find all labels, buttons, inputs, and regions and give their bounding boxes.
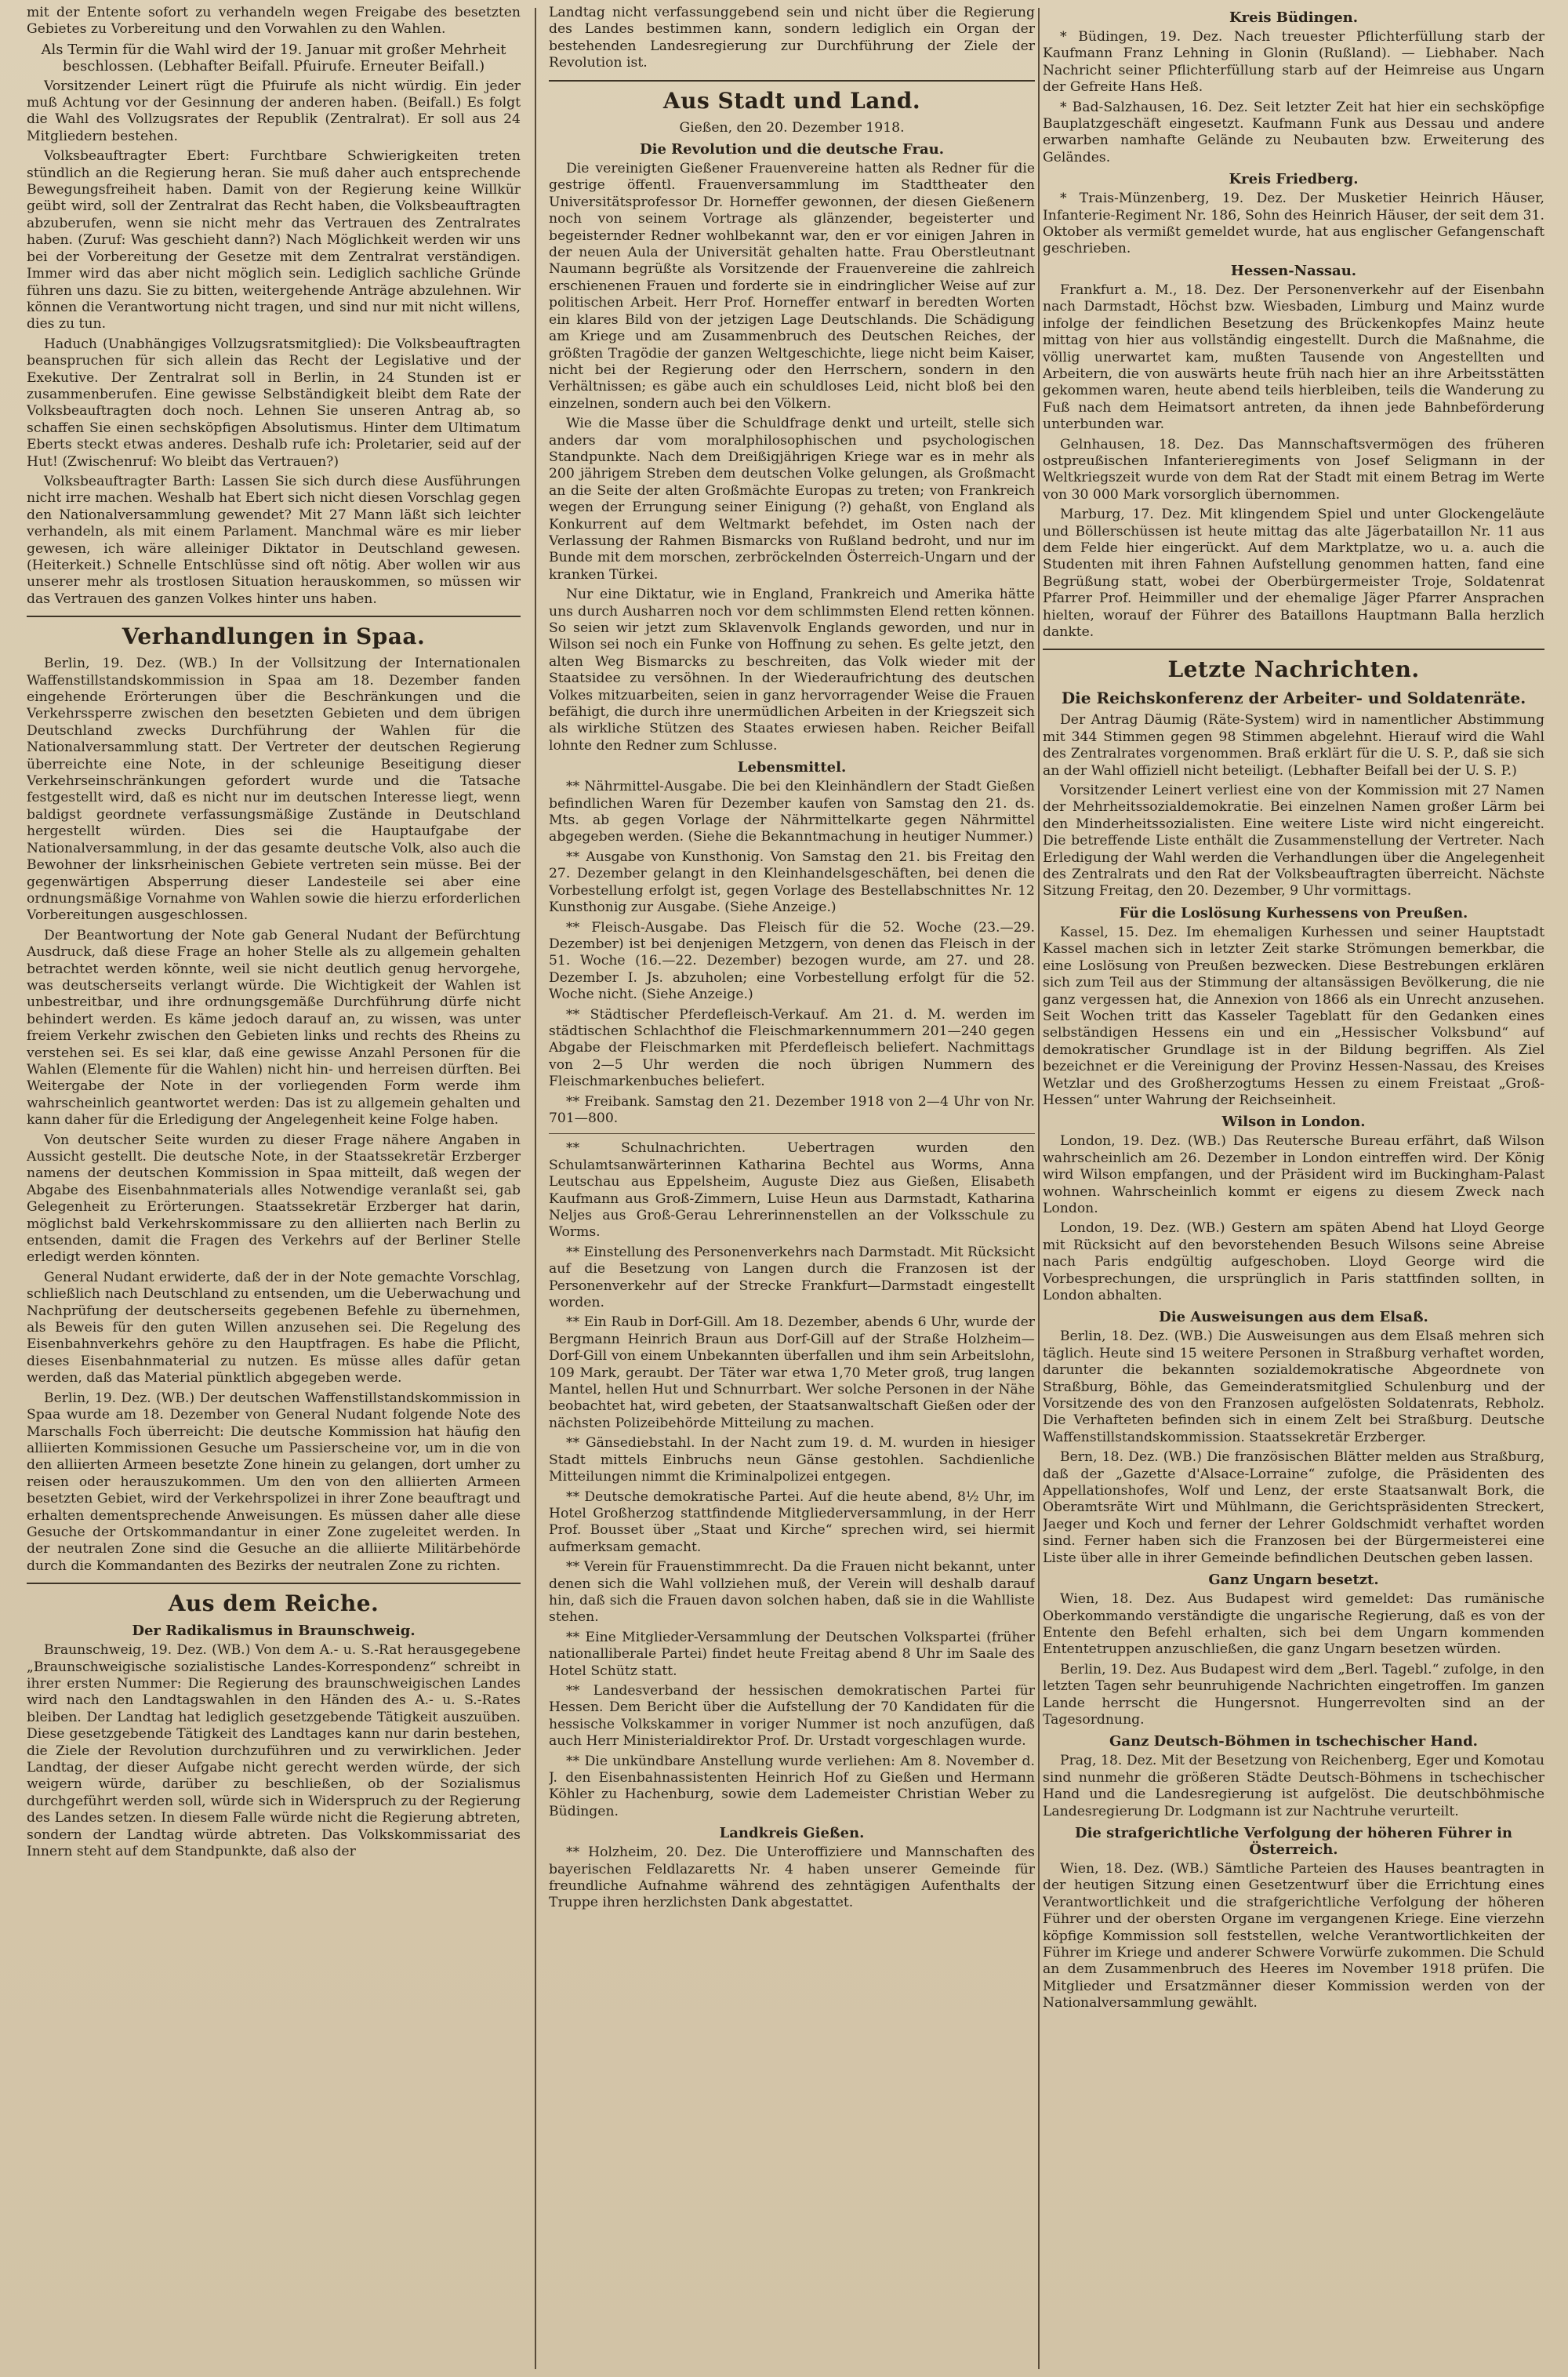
local-paragraph: * Trais-Münzenberg, 19. Dez. Der Musketier Heinrich Häuser, Infanterie-Regiment Nr. 186, Sohn des Heinrich Häuser, der seit dem 31. Oktober als vermißt gemeldet wurde, hat aus englischer Gefangenschaft geschrieben. bbox=[1043, 191, 1544, 257]
section-heading-reiche: Aus dem Reiche. bbox=[168, 1590, 379, 1617]
section-heading-letzte: Letzte Nachrichten. bbox=[1167, 656, 1420, 683]
article-paragraph: General Nudant erwiderte, daß der in der Note gemachte Vorschlag, schließlich nach Deutschland zu entsenden, um die Ueberwachung und Nachprüfung der deutscherseits gegebenen Befehle zu übernehmen, als Beweis für den guten Willen anzusehen sei. Die Regelung des Eisenbahnverkehrs gehöre zu den Hauptfragen. Es habe die Pflicht, dieses Eisenbahnmaterial zu nutzen. Es müsse alles dafür getan werden, daß das Material pünktlich abgegeben werde. bbox=[27, 1269, 521, 1387]
section-divider bbox=[27, 1583, 521, 1584]
intro-paragraph: Vorsitzender Leinert rügt die Pfuirufe als nicht würdig. Ein jeder muß Achtung vor der Gesinnung der anderen haben. (Beifall.) Es folgt die Wahl des Vollzugsrates der Republik (Zentralrat). Er soll aus 24 Mitgliedern bestehen. bbox=[27, 78, 521, 144]
local-paragraph: ** Ein Raub in Dorf-Gill. Am 18. Dezember, abends 6 Uhr, wurde der Bergmann Heinrich Braun aus Dorf-Gill auf der Straße Holzheim—Dorf-Gill von einem Unbekannten überfallen und ihm sein Arbeitslohn, 109 Mark, geraubt. Der Täter war etwa 1,70 Meter groß, trug langen Mantel, hellen Hut und Schnurrbart. Wer solche Personen in der Nähe beobachtet hat, wird gebeten, der Staatsanwaltschaft Gießen oder der nächsten Polizeibehörde Mitteilung zu machen. bbox=[549, 1314, 1035, 1431]
local-paragraph: * Bad-Salzhausen, 16. Dez. Seit letzter Zeit hat hier ein sechsköpfige Bauplatzgeschäft eingesetzt. Kaufmann Funk aus Dessau und andere erwarben namhafte Gelände zu Neubauten bzw. Erweiterung des Geländes. bbox=[1043, 99, 1544, 165]
subheading-lebensmittel: Lebensmittel. bbox=[737, 759, 847, 776]
article-paragraph: Landtag nicht verfassunggebend sein und nicht über die Regierung des Landes bestimmen kann, sondern lediglich ein Organ der bestehenden Landesregierung zur Durchführung der Ziele der Revolution ist. bbox=[549, 5, 1035, 71]
article-paragraph: Der Beantwortung der Note gab General Nudant der Befürchtung Ausdruck, daß diese Frage an hoher Stelle als zu allgemein gehalten betrachtet werden könnte, weil sie nicht deutlich genug hervorgehe, was deutscherseits verlangt würde. Die Wichtigkeit der Wahlen ist unbestreitbar, und ihre ordnungsgemäße Durchführung dürfe nicht behindert werden. Es käme jedoch darauf an, zu wissen, was unter freiem Verkehr zwischen den Gebieten links und rechts des Rheins zu verstehen sei. Es sei klar, daß eine gewisse Anzahl Personen für die Wahlen (Elemente für die Wahlen) nicht hin- und herreisen dürften. Bei Weitergabe der Note in der vorliegenden Form werde ihm wahrscheinlich geantwortet werden: Das ist zu allgemein gehalten und kann daher für die Erledigung der Angelegenheit keine Folge haben. bbox=[27, 927, 521, 1129]
subheading-buedingen: Kreis Büdingen. bbox=[1229, 9, 1359, 26]
intro-paragraph: Haduch (Unabhängiges Vollzugsratsmitglied): Die Volksbeauftragten beanspruchen für sich allein das Recht der Legislative und der Exekutive. Der Zentralrat soll in Berlin, in 24 Stunden ist er zusammenberufen. Eine gewisse Selbständigkeit bleibt dem Rate der Volksbeauftragten doch noch. Lehnen Sie unseren Antrag ab, so schaffen Sie einen sechsköpfigen Absolutismus. Hinter dem Ultimatum Eberts steckt etwas anderes. Deshalb rufe ich: Proletarier, seid auf der Hut! (Zwischenruf: Wo bleibt das Vertrauen?) bbox=[27, 336, 521, 470]
local-paragraph: ** Verein für Frauenstimmrecht. Da die Frauen nicht bekannt, unter denen sich die Wahl vollziehen muß, der Verein will deshalb darauf hin, daß sich die Frauen davon solchen haben, daß sie in die Wahlliste stehen. bbox=[549, 1559, 1035, 1626]
local-paragraph: Gelnhausen, 18. Dez. Das Mannschaftsvermögen des früheren ostpreußischen Infanterieregiments von Josef Seligmann in der Weltkriegszeit wurde von dem Rat der Stadt mit einem Betrag im Werte von 30 000 Mark vorsorglich übernommen. bbox=[1043, 436, 1544, 503]
notice-paragraph: ** Fleisch-Ausgabe. Das Fleisch für die 52. Woche (23.—29. Dezember) ist bei denjenigen Metzgern, von denen das Fleisch in der 51. Woche (16.—22. Dezember) bezogen wurde, am 27. und 28. Dezember I. Js. abzuholen; eine Vorbestellung erfolgt für die 52. Woche nicht. (Siehe Anzeige.) bbox=[549, 919, 1035, 1003]
local-paragraph: ** Schulnachrichten. Uebertragen wurden den Schulamtsanwärterinnen Katharina Bechtel aus Worms, Anna Leutschau aus Eppelsheim, Auguste Diez aus Gießen, Elisabeth Kaufmann aus Groß-Zimmern, Luise Heun aus Darmstadt, Katharina Neljes aus Groß-Gerau Lehrerinnenstellen an der Volksschule zu Worms. bbox=[549, 1140, 1035, 1241]
section-divider bbox=[1043, 649, 1544, 650]
article-paragraph: Nur eine Diktatur, wie in England, Frankreich und Amerika hätte uns durch Ausharren noch vor dem schlimmsten Elend retten können. So seien wir jetzt zum Sklavenvolk Englands geworden, und nur in Wilson sei noch ein Funke von Hoffnung zu sehen. Es gelte jetzt, den alten Weg Bismarcks zu beschreiten, das Volk wieder mit der Staatsidee zu versöhnen. In der Wiederaufrichtung des deutschen Volkes mitzuarbeiten, seien in ganz hervorragender Weise die Frauen befähigt, die durch ihre unermüdlichen Arbeiten in der Kriegszeit sich als wirkliche Stützen des Staates erwiesen haben. Reicher Beifall lohnte den Redner zum Schlusse. bbox=[549, 587, 1035, 754]
subheading-wilson: Wilson in London. bbox=[1221, 1114, 1366, 1131]
article-paragraph: London, 19. Dez. (WB.) Gestern am späten Abend hat Lloyd George mit Rücksicht auf den bevorstehenden Besuch Wilsons seine Abreise nach Paris endgültig aufgeschoben. Lloyd George wird die Vorbesprechungen, die ursprünglich in Paris stattfinden sollten, in London abhalten. bbox=[1043, 1220, 1544, 1303]
column-1 bbox=[27, 5, 521, 2372]
subheading-ungarn: Ganz Ungarn besetzt. bbox=[1208, 1572, 1379, 1589]
subheading-landkreis: Landkreis Gießen. bbox=[719, 1825, 865, 1842]
local-paragraph: * Büdingen, 19. Dez. Nach treuester Pflichterfüllung starb der Kaufmann Franz Lehning in Glonin (Rußland). — Liebhaber. Nach Nachricht seiner Pflichterfüllung starb auf der Heimreise aus Ungarn der Gefreite Hans Heß. bbox=[1043, 29, 1544, 96]
subheading-reichskonferenz: Die Reichskonferenz der Arbeiter- und Soldatenräte. bbox=[1061, 689, 1526, 708]
article-paragraph: Braunschweig, 19. Dez. (WB.) Von dem A.- u. S.-Rat herausgegebene „Braunschweigische sozialistische Landes-Korrespondenz“ schreibt in ihrer ersten Nummer: Die Regierung des braunschweigischen Landes wird nach den Landtagswahlen in den Händen des A.- u. S.-Rates bleiben. Der Landtag hat lediglich gesetzgebende Tätigkeit auszuüben. Diese gesetzgebende Tätigkeit des Landtages kann nur darin bestehen, die Ziele der Revolution durchzuführen und zu verwirklichen. Jeder Landtag, der dieser Aufgabe nicht gerecht werden würde, der sich weigern würde, darüber zu beschließen, ob der Sozialismus durchgeführt werden soll, würde sich in Widerspruch zu der Regierung des Landes setzen. In diesem Falle würde nicht die Regierung abtreten, sondern der Landtag würde abtreten. Das Volkskommissariat des Innern steht auf dem Standpunkte, daß also der bbox=[27, 1642, 521, 1860]
subheading-friedberg: Kreis Friedberg. bbox=[1229, 171, 1359, 188]
article-paragraph: London, 19. Dez. (WB.) Das Reutersche Bureau erfährt, daß Wilson wahrscheinlich am 26. Dezember in London eintreffen wird. Der König wird Wilson empfangen, und der Präsident wird im Buckingham-Palast wohnen. Wahrscheinlich kommt er eigens zu diesem Zweck nach London. bbox=[1043, 1133, 1544, 1216]
article-paragraph: Vorsitzender Leinert verliest eine von der Kommission mit 27 Namen der Mehrheitssozialdemokratie. Bei einzelnen Namen großer Lärm bei den Minderheitssozialisten. Eine weitere Liste wird nicht eingereicht. Die betreffende Liste enthält die Zusammenstellung der Vertreter. Nach Erledigung der Wahl werden die Verhandlungen über die Angelegenheit des Zentralrats und den Rat der Volksbeauftragten überreicht. Nächste Sitzung Freitag, den 20. Dezember, 9 Uhr vormittags. bbox=[1043, 783, 1544, 900]
subheading-oesterreich: Die strafgerichtliche Verfolgung der höheren Führer in Österreich. bbox=[1074, 1824, 1513, 1858]
local-paragraph: ** Einstellung des Personenverkehrs nach Darmstadt. Mit Rücksicht auf die Besetzung von Langen durch die Franzosen ist der Personenverkehr auf der Strecke Frankfurt—Darmstadt eingestellt worden. bbox=[549, 1244, 1035, 1311]
local-paragraph: ** Eine Mitglieder-Versammlung der Deutschen Volkspartei (früher nationalliberale Partei) findet heute Freitag abend 8 Uhr im Saale des Hotel Schütz statt. bbox=[549, 1629, 1035, 1679]
local-paragraph: ** Deutsche demokratische Partei. Auf die heute abend, 8½ Uhr, im Hotel Großherzog stattfindende Mitgliederversammlung, in der Herr Prof. Bousset über „Staat und Kirche“ sprechen wird, sei hiermit aufmerksam gemacht. bbox=[549, 1488, 1035, 1555]
local-paragraph: Frankfurt a. M., 18. Dez. Der Personenverkehr auf der Eisenbahn nach Darmstadt, Höchst bzw. Wiesbaden, Limburg und Mainz wurde infolge der feindlichen Besetzung des Brückenkopfes Mainz heute mittag von hier aus vollständig eingestellt. Durch die Maßnahme, die völlig unerwartet kam, mußten Tausende von Angestellten und Arbeitern, die von auswärts heute früh nach hier an ihre Arbeitsstätten gekommen waren, heute abend teils hierbleiben, teils die Wanderung zu Fuß nach dem Heimatsort antreten, da ihnen jede Bahnbeförderung unterbunden war. bbox=[1043, 282, 1544, 433]
local-paragraph: ** Landesverband der hessischen demokratischen Partei für Hessen. Dem Bericht über die Aufstellung der 70 Kandidaten für die hessische Volkskammer in voriger Nummer ist noch anzufügen, daß auch Herr Ministerialdirektor Prof. Dr. Urstadt vorgeschlagen wurde. bbox=[549, 1682, 1035, 1750]
notice-paragraph: ** Freibank. Samstag den 21. Dezember 1918 von 2—4 Uhr von Nr. 701—800. bbox=[549, 1093, 1035, 1126]
article-paragraph: Die vereinigten Gießener Frauenvereine hatten als Redner für die gestrige öffentl. Frauenversammlung im Stadttheater den Universitätsprofessor Dr. Horneffer gewonnen, der diesen Gießenern noch von seinem Vortrage als glänzender, begeisterter und begeisternder Redner wohlbekannt war, den er vor einigen Jahren in der neuen Aula der Universität gehalten hatte. Frau Oberstleutnant Naumann begrüßte als Vorsitzende der Frauenvereine die zahlreich erschienenen Frauen und forderte sie in eindringlicher Weise auf zur politischen Arbeit. Herr Prof. Horneffer entwarf in beredten Worten ein klares Bild von der jetzigen Lage Deutschlands. Die Schädigung am Kriege und am Zusammenbruch des Deutschen Reiches, der größten Tragödie der ganzen Weltgeschichte, liege nicht beim Kaiser, nicht bei der Regierung oder den Herrschern, sondern in den Verhältnissen; es gäbe auch ein schuldloses Leid, nicht bloß bei den einzelnen, sondern auch bei den Völkern. bbox=[549, 161, 1035, 412]
notice-paragraph: ** Städtischer Pferdefleisch-Verkauf. Am 21. d. M. werden im städtischen Schlachthof die Fleischmarkennummern 201—240 gegen Abgabe der Fleischmarken mit Pferdefleisch beliefert. Nachmittags von 2—5 Uhr werden die noch übrigen Nummern des Fleischmarkenbuches beliefert. bbox=[549, 1006, 1035, 1090]
subheading-boehmen: Ganz Deutsch-Böhmen in tschechischer Hand. bbox=[1109, 1733, 1478, 1750]
local-paragraph: Marburg, 17. Dez. Mit klingendem Spiel und unter Glockengeläute und Böllerschüssen ist heute mittag das alte Jägerbataillon Nr. 11 aus dem Felde hier eingerückt. Auf dem Marktplatze, wo u. a. auch die Studenten mit ihren Fahnen Aufstellung genommen hatten, fand eine Begrüßung statt, wobei der Oberbürgermeister Troje, Soldatenrat Pfarrer Prof. Heimmiller und der ehemalige Jäger Pfarrer Ansprachen hielten, worauf der Führer des Bataillons Hauptmann Balla herzlich dankte. bbox=[1043, 507, 1544, 640]
column-rule bbox=[535, 8, 536, 2369]
notice-paragraph: ** Ausgabe von Kunsthonig. Von Samstag den 21. bis Freitag den 27. Dezember gelangt in den Kleinhandelsgeschäften, bei denen die Vorbestellung erfolgt ist, gegen Vorlage des Bestellabschnittes Nr. 12 Kunsthonig zur Ausgabe. (Siehe Anzeige.) bbox=[549, 849, 1035, 916]
column-3 bbox=[1043, 5, 1544, 2372]
article-paragraph: Wie die Masse über die Schuldfrage denkt und urteilt, stelle sich anders dar vom moralphilosophischen und psychologischen Standpunkte. Nach dem Dreißigjährigen Kriege war es in mehr als 200 jährigem Streben dem deutschen Volke gelungen, als Großmacht an die Seite der alten Großmächte Europas zu treten; von Frankreich wegen der Errungung seiner Einigung (?) gehaßt, von England als Konkurrent auf dem Weltmarkt befehdet, im Osten nach der Verlassung der Rahmen Bismarcks von Rußland bedroht, und nur im Bunde mit dem morschen, zerbröckelnden Österreich-Ungarn und der kranken Türkei. bbox=[549, 416, 1035, 583]
article-paragraph: Bern, 18. Dez. (WB.) Die französischen Blätter melden aus Straßburg, daß der „Gazette d'Alsace-Lorraine“ zufolge, die Präsidenten des Appellationshofes, Wolf und Lenz, der erste Staatsanwalt Bork, die Oberamtsräte Wirt und Mühlmann, die Gerichtspräsidenten Streckert, Jaeger und Koch und ferner der Lehrer Goldschmidt verhaftet worden sind. Ferner haben sich die Franzosen bei der Bürgermeisterei eine Liste über alle in ihrer Gemeinde befindlichen Deutschen geben lassen. bbox=[1043, 1449, 1544, 1566]
subheading: Der Radikalismus in Braunschweig. bbox=[132, 1623, 416, 1640]
article-paragraph: Kassel, 15. Dez. Im ehemaligen Kurhessen und seiner Hauptstadt Kassel machen sich in letzter Zeit starke Strömungen bemerkbar, die eine Loslösung von Preußen bezwecken. Diese Bestrebungen erklären sich zum Teil aus der Stimmung der altansässigen Bevölkerung, die nie ganz vergessen hat, die Annexion von 1866 als ein Unrecht anzusehen. Seit Wochen tritt das Kasseler Tageblatt für den Gedanken eines selbständigen Hessens ein und ein „Hessischer Volksbund“ auf demokratischer Grundlage ist in der Bildung begriffen. Als Ziel bezeichnet er die Vereinigung der Provinz Hessen-Nassau, des Kreises Wetzlar und des Großherzogtums Hessen zu einem Freistaat „Groß-Hessen“ unter Wahrung der Reichseinheit. bbox=[1043, 924, 1544, 1108]
local-paragraph: ** Gänsediebstahl. In der Nacht zum 19. d. M. wurden in hiesiger Stadt mittels Einbruchs neun Gänse gestohlen. Sachdienliche Mitteilungen nimmt die Kriminalpolizei entgegen. bbox=[549, 1435, 1035, 1485]
divider bbox=[549, 1133, 1035, 1134]
article-paragraph: Berlin, 19. Dez. (WB.) Der deutschen Waffenstillstandskommission in Spaa wurde am 18. Dezember von General Nudant folgende Note des Marschalls Foch überreicht: Die deutsche Kommission hat häufig den alliierten Kommissionen Gesuche um Passierscheine vor, um in die von den alliierten Armeen besetzte Zone hinein zu gelangen, dort umher zu reisen oder herauszukommen. Um den von den alliierten Armeen besetzten Gebiet, wird der Verkehrspolizei in ihrer Zone beauftragt und erhalten dementsprechende Anweisungen. Es müssen daher alle diese Gesuche der Ortskommandantur in einer Zone zugeleitet werden. In der neutralen Zone sind die Gesuche an die alliierte Militärbehörde durch die Kommandanten des Bezirks der neutralen Zone zu richten. bbox=[27, 1390, 521, 1574]
notice-paragraph: ** Nährmittel-Ausgabe. Die bei den Kleinhändlern der Stadt Gießen befindlichen Waren für Dezember kaufen von Samstag den 21. ds. Mts. ab gegen Vorlage der Nährmittelkarte gegen Nährmittel abgegeben werden. (Siehe die Bekanntmachung in heutiger Nummer.) bbox=[549, 779, 1035, 845]
article-paragraph: Berlin, 18. Dez. (WB.) Die Ausweisungen aus dem Elsaß mehren sich täglich. Heute sind 15 weitere Personen in Straßburg verhaftet worden, darunter die bekannten sozialdemokratische Abgeordnete von Straßburg, Böhle, das Gemeinderatsmitglied Schulenburg und der Vorsitzende des von den Franzosen aufgelösten Soldatenrats, Rebholz. Die Verhafteten befinden sich in einem Zelt bei Straßburg. Deutsche Waffenstillstandskommission. Staatssekretär Erzberger. bbox=[1043, 1328, 1544, 1445]
subheading-hessen-nassau: Hessen-Nassau. bbox=[1230, 262, 1357, 279]
intro-paragraph: mit der Entente sofort zu verhandeln wegen Freigabe des besetzten Gebietes zu Vorbereitung und den Vorwahlen zu den Wahlen. bbox=[27, 5, 521, 38]
section-heading-stadt: Aus Stadt und Land. bbox=[662, 87, 921, 114]
article-paragraph: Von deutscher Seite wurden zu dieser Frage nähere Angaben in Aussicht gestellt. Die deutsche Note, in der Staatssekretär Erzberger namens der deutschen Kommission in Spaa mitteilt, daß wegen der Abgabe des Eisenbahnmaterials alles Notwendige veranlaßt sei, gab Gelegenheit zu Erörterungen. Staatssekretär Erzberger hat darin, möglichst bald Verkehrskommissare zu den alliierten nach Berlin zu entsenden, damit die Fragen des Verkehrs auf der Berliner Stelle erledigt werden könnten. bbox=[27, 1132, 521, 1266]
section-divider bbox=[27, 616, 521, 617]
subheading-elsass: Die Ausweisungen aus dem Elsaß. bbox=[1159, 1309, 1428, 1326]
article-paragraph: Wien, 18. Dez. Aus Budapest wird gemeldet: Das rumänische Oberkommando verständigte die ungarische Regierung, daß es von der Entente den Befehl erhalten, sich bei dem Ungarn kommenden Ententetruppen anzuschließen, die ganz Ungarn besetzen würden. bbox=[1043, 1591, 1544, 1658]
subheading: Die Revolution und die deutsche Frau. bbox=[640, 141, 944, 158]
intro-paragraph: Volksbeauftragter Barth: Lassen Sie sich durch diese Ausführungen nicht irre machen. Weshalb hat Ebert sich nicht diesen Vorschlag gegen den Nationalversammlung gewendet? Mit 27 Mann läßt sich leichter verhandeln, als mit einem Parlament. Manchmal wäre es mir lieber gewesen, ich wäre alleiniger Diktator in Deutschland gewesen. (Heiterkeit.) Schnelle Entschlüsse sind oft nötig. Aber wollen wir aus unserer mehr als trostlosen Situation herauskommen, so müssen wir das Vertrauen des ganzen Volkes hinter uns haben. bbox=[27, 473, 521, 607]
local-paragraph: ** Die unkündbare Anstellung wurde verliehen: Am 8. November d. J. den Eisenbahnassistenten Heinrich Hof zu Gießen und Hermann Köhler zu Hachenburg, sowie dem Lademeister Christian Weber zu Büdingen. bbox=[549, 1753, 1035, 1819]
article-paragraph: Wien, 18. Dez. (WB.) Sämtliche Parteien des Hauses beantragten in der heutigen Sitzung einen Gesetzentwurf über die Errichtung eines Verantwortlichkeit und die strafgerichtliche Verfolgung der höheren Führer und der obersten Organe im vergangenen Kriege. Eine vierzehn köpfige Kommission soll feststellen, welche Verantwortlichkeiten der Führer im Kriege und anderer Schwere Vorwürfe zukommen. Die Schuld an dem Zusammenbruch des Heeres im November 1918 prüfen. Die Mitglieder und Ersatzmänner dieser Kommission werden von der Nationalversammlung gewählt. bbox=[1043, 1860, 1544, 2012]
article-paragraph: Berlin, 19. Dez. (WB.) In der Vollsitzung der Internationalen Waffenstillstandskommission in Spaa am 18. Dezember fanden eingehende Erörterungen über die Beschränkungen und die Verkehrssperre zwischen den besetzten Gebieten und dem übrigen Deutschland zwecks Durchführung der Wahlen für die Nationalversammlung statt. Der Vertreter der deutschen Regierung überreichte eine Note, in der schleunige Beseitigung dieser Verkehrseinschränkungen gefordert wurde und die Tatsache festgestellt wird, daß es nicht nur im deutschen Interesse liegt, wenn baldigst geordnete verfassungsmäßige Zustände in Deutschland hergestellt würden. Dies sei die Hauptaufgabe der Nationalversammlung, in der das gesamte deutsche Volk, also auch die Bewohner der linksrheinischen Gebiete vertreten sein müsse. Bei der gegenwärtigen Absperrung dieser Landesteile sei aber eine ordnungsmäßige Vornahme von Wahlen sowie die hierzu erforderlichen Vorbereitungen ausgeschlossen. bbox=[27, 656, 521, 924]
column-2 bbox=[549, 5, 1035, 2372]
article-paragraph: Prag, 18. Dez. Mit der Besetzung von Reichenberg, Eger und Komotau sind nunmehr die größeren Städte Deutsch-Böhmens in tschechischer Hand und die Landesregierung ist aufgelöst. Die deutschböhmische Landesregierung Dr. Lodgmann ist zur Nachtruhe verurteilt. bbox=[1043, 1753, 1544, 1819]
dateline: Gießen, den 20. Dezember 1918. bbox=[679, 119, 905, 136]
section-heading-spaa: Verhandlungen in Spaa. bbox=[122, 623, 426, 650]
local-paragraph: ** Holzheim, 20. Dez. Die Unteroffiziere und Mannschaften des bayerischen Feldlazaretts Nr. 4 haben unserer Gemeinde für freundliche Aufnahme während des zehntägigen Aufenthalts der Truppe ihren herzlichsten Dank abgestattet. bbox=[549, 1845, 1035, 1911]
section-divider bbox=[549, 80, 1035, 82]
article-paragraph: Der Antrag Däumig (Räte-System) wird in namentlicher Abstimmung mit 344 Stimmen gegen 98 Stimmen abgelehnt. Hierauf wird die Wahl des Zentralrates vorgenommen. Braß erklärt für die U. S. P., daß sie sich an der Wahl offiziell nicht beteiligt. (Lebhafter Beifall bei der U. S. P.) bbox=[1043, 712, 1544, 779]
intro-paragraph: Als Termin für die Wahl wird der 19. Januar mit großer Mehrheit beschlossen. (Lebhafter Beifall. Pfuirufe. Erneuter Beifall.) bbox=[41, 41, 506, 75]
article-paragraph: Berlin, 19. Dez. Aus Budapest wird dem „Berl. Tagebl.“ zufolge, in den letzten Tagen sehr beunruhigende Nachrichten eingetroffen. Im ganzen Lande herrscht die Hungersnot. Hungerrevolten sind an der Tagesordnung. bbox=[1043, 1661, 1544, 1728]
column-rule bbox=[1038, 8, 1040, 2369]
subheading-kurhessen: Für die Loslösung Kurhessens von Preußen. bbox=[1119, 904, 1468, 921]
intro-paragraph: Volksbeauftragter Ebert: Furchtbare Schwierigkeiten treten stündlich an die Regierung heran. Sie muß daher auch entsprechende Bewegungsfreiheit haben. Damit von der Regierung keine Willkür geübt wird, soll der Zentralrat das Recht haben, die Volksbeauftragten abzuberufen, wenn sie nicht mehr das Vertrauen des Zentralrates haben. (Zuruf: Was geschieht dann?) Nach Möglichkeit werden wir uns bei der Vorbereitung der Gesetze mit dem Zentralrat verständigen. Immer wird das aber nicht möglich sein. Lediglich sachliche Gründe führen uns dazu. Sie zu bitten, weitergehende Anträge abzulehnen. Wir können die Verantwortung nicht tragen, und sind nur mit nicht willens, dies zu tun. bbox=[27, 148, 521, 333]
